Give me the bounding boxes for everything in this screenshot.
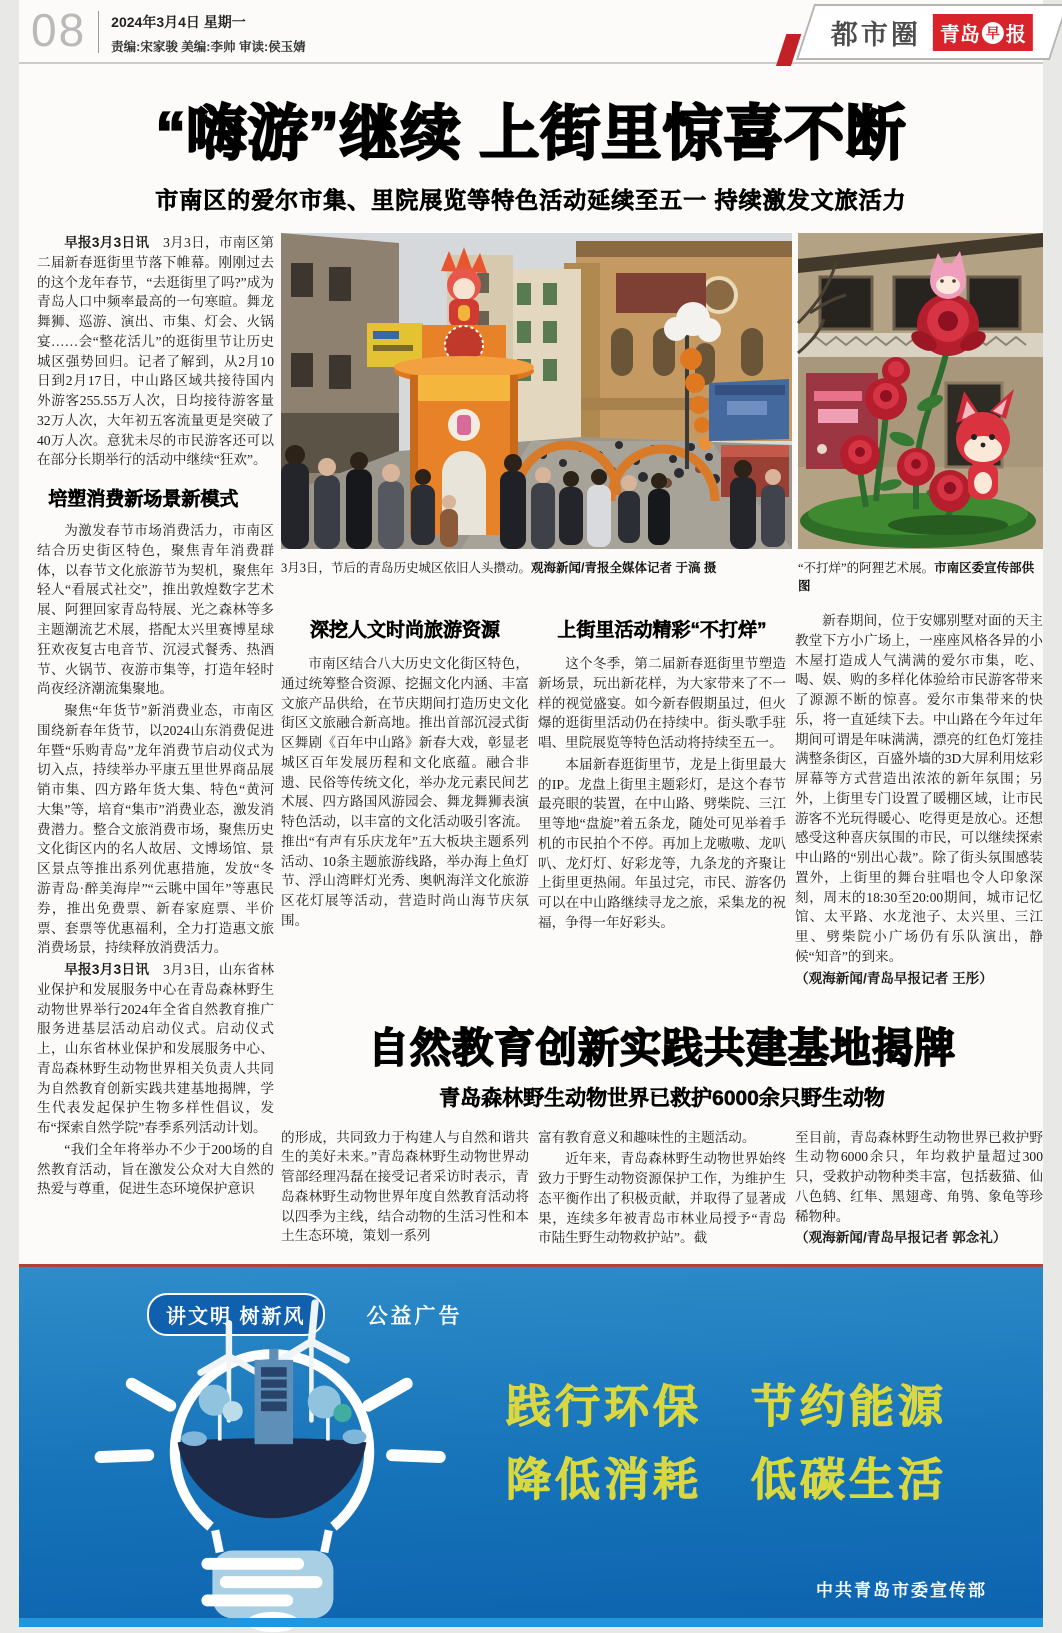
- masthead: [19, 0, 1043, 64]
- main-area: [281, 233, 1043, 1250]
- ad-credit: 中共青岛市委宣传部: [816, 1581, 987, 1601]
- civility-badge: 讲文明 树新风: [147, 1293, 325, 1336]
- date-block: [111, 8, 305, 55]
- article2-col2-para2: 近年来，青岛森林野生动物世界始终致力于野生动物资源保护工作，为维护生态平衡作出了积极贡献，并取得了显著成果，连续多年被青岛市林业局授予“青岛市陆生野生动物救护站”。截: [538, 1151, 786, 1246]
- brand-left: 青岛: [940, 23, 980, 46]
- roses-photo-caption: [798, 554, 1043, 595]
- article2-col2-para1: 富有教育意义和趣味性的主题活动。: [538, 1129, 756, 1145]
- caption-credit: 市南区委宣传部供图: [798, 561, 1035, 593]
- brand-right: 报: [1006, 23, 1026, 46]
- article2-left-para1: [37, 960, 274, 1138]
- page-number: 08: [31, 4, 87, 56]
- article2-left-text: 3月3日，山东省林业保护和发展服务中心在青岛森林野生动物世界举行2024年全省自然教育推广服务进基层活动启动仪式。启动仪式上，山东省林业保护和发展服务中心、青岛森林野生动物世界相关负责人共同为自然教育创新实践共建基地揭牌，学生代表发起保护生物多样性倡议，发布“探索自然学院”春季系列活动计划。: [37, 962, 275, 1136]
- article2-byline: （观海新闻/青岛早报记者 郭念礼）: [795, 1230, 1007, 1246]
- article2-left-para2: “我们全年将举办不少于200场的自然教育活动，旨在激发公众对大自然的热爱与尊重，促进生态环境保护意识: [37, 1141, 274, 1197]
- section-tag-inner: [831, 13, 1033, 52]
- article2-col1-para: 的形成，共同致力于构建人与自然和谐共生的美好未来。”青岛森林野生动物世界动管部经理冯磊在接受记者采访时表示，青岛森林野生动物世界年度自然教育活动将以四季为主线，结合动物的生活习性和本土生态环境，策划一系列: [281, 1129, 529, 1244]
- ad-bottom-strip: [19, 1618, 1043, 1627]
- island-bowl: [178, 1438, 367, 1518]
- article1-col1: [281, 611, 529, 991]
- dateline2: 早报3月3日讯: [64, 962, 150, 978]
- lightbulb-icon: [57, 1303, 487, 1633]
- section1-para2: 聚焦“年货节”新消费业态，市南区围绕新春年货节，以2024山东消费促进年暨“乐购青岛”龙年消费节启动仪式为切入点，持续举办平康五里世界商品展销市集、四方路年货大集、特色“黄河大集”等，培育“集市”消费业态，激发消费潜力。整合文旅消费市场，聚焦历史文化街区内的名人故居、文博场馆、景区景点等推出系列优惠措施，发放“冬游青岛·醉美海岸”“云眺中国年”等惠民券，推出免费票、新春家庭票、半价票、套票等优惠福利，全力打造惠文旅消费场景，持续释放消费活力。: [37, 703, 274, 956]
- article2-headline: 自然教育创新实践共建基地揭牌: [368, 1024, 956, 1071]
- street-photo-illustration: [281, 233, 792, 549]
- section1-para1: 为激发春节市场消费活力，市南区结合历史街区特色，聚焦青年消费群体，以春节文化旅游节为契机，聚焦年轻人“看展式社交”，推出敦煌数字艺术展、阿狸回家青岛特展、光之森林等多主题潮流艺术展，搭配太兴里赛博星球狂欢夜复古电音节、沉浸式餐秀、热酒节、火锅节、夜游市集等，打造年轻时尚夜经济潮流集聚地。: [37, 523, 274, 697]
- roses-photo-figure: [798, 233, 1043, 595]
- article2-subheadline: 青岛森林野生动物世界已救护6000余只野生动物: [439, 1086, 885, 1110]
- article1-col3: [795, 611, 1043, 991]
- slogan-line2: 降低消耗 低碳生活: [506, 1454, 948, 1506]
- left-column: [37, 233, 274, 1201]
- col1-para1: 市南区结合八大历史文化街区特色，通过统筹整合资源、挖掘文化内涵、丰富文旅产品供给，在节庆期间打造历史文化街区文旅融合新高地。推出首部沉浸式街区舞剧《百年中山路》新春大戏，彰显老城区百年发展历程和文化底蕴。融合非遗、民俗等传统文化，举办龙元素民间艺术展、四方路国风游园会、舞龙舞狮表演特色活动，以丰富的文化活动吸引客流。推出“有声有乐庆龙年”五大板块主题系列活动、10条主题旅游线路，举办海上鱼灯节、浮山湾畔灯光秀、奥帆海洋文化旅游区花灯展等活动，营造时尚山海节庆氛围。: [281, 656, 529, 928]
- article2-columns: [281, 1128, 1043, 1251]
- col3-para1: 新春期间，位于安娜别墅对面的天主教堂下方小广场上，一座座风格各异的小木屋打造成人气满满的爱尔市集，吃、喝、娱、购的多样化体验给市民游客带来了源源不断的惊喜。爱尔市集带来的快乐，将一直延续下去。中山路在今年过年期间可谓是年味满满，漂亮的红色灯笼挂满整条街区，百盛外墙的3D大屏利用炫彩屏幕等方式营造出浓浓的新年氛围；另外，上街里专门设置了暖棚区域，让市民游客不光玩得暖心、吃得更是放心。还想感受这种喜庆氛围的市民，可以继续探索中山路的“别出心裁”。除了街头氛围感装置外，上街里的舞台驻唱也令人印象深刻，周末的18:30至20:00期间，城市记忆馆、太平路、水龙池子、太兴里、三江里、劈柴院小广场仍有乐队演出，静候“知音”的到来。: [795, 613, 1043, 965]
- street-photo-figure: [281, 233, 792, 595]
- caption-credit: 观海新闻/青报全媒体记者 于滈 摄: [531, 561, 717, 575]
- dateline: 早报3月3日讯: [64, 235, 150, 250]
- article1-col2: [538, 611, 786, 991]
- public-service-ad: [19, 1267, 1043, 1627]
- roses-photo-illustration: [798, 233, 1043, 549]
- slogan-line1: 践行环保 节约能源: [506, 1381, 948, 1433]
- intro-text: 3月3日，市南区第二届新春逛街里节落下帷幕。刚刚过去的这个龙年春节，“去逛街里了吗?”成为青岛人口中频率最高的一句寒暄。舞龙舞狮、巡游、演出、市集、灯会、火锅宴……会“整花活儿”的逛街里节让历史城区强势回归。记者了解到，从2月10日到2月17日，中山路区域共接待国内外游客255.55万人次，日均接待游客量32万人次，大年初五客流量更是突破了40万人次。意犹未尽的市民游客还可以在部分长期举行的活动中继续“狂欢”。: [37, 235, 275, 468]
- bulb-base: [201, 1530, 333, 1632]
- psa-label: 公益广告: [366, 1304, 463, 1328]
- content-grid: [19, 233, 1043, 1250]
- col2-para2: 本届新春逛街里节，龙是上街里最大的IP。龙盘上街里主题彩灯，是这个春节最亮眼的装置，在中山路、劈柴院、三江里等地“盘旋”着五条龙，随处可见举着手机的市民拍个不停。再加上龙嗷嗷、龙叭叭、龙灯灯、好彩龙等，九条龙的齐聚让上街里更热闹。年虽过完，市民、游客仍可以在中山路继续寻龙之旅，采集龙的祝福，争得一年好彩头。: [538, 756, 786, 930]
- section-name: 都市圈: [831, 19, 921, 50]
- section1-title: 培塑消费新场景新模式: [48, 489, 239, 511]
- col1-title: 深挖人文时尚旅游资源: [309, 620, 500, 641]
- main-headline: “嗨游”继续 上街里惊喜不断: [155, 100, 907, 167]
- sculpture-shadow: [888, 515, 1008, 535]
- article2-col3-para: 至目前，青岛森林野生动物世界已救护野生动物6000余只，年均救护量超过300只，受救护动物种类丰富，包括薮猫、仙八色鸫、红隼、黑翅鸢、角鸮、象龟等珍稀物种。: [795, 1129, 1043, 1224]
- ad-slogan: [506, 1371, 947, 1517]
- issue-date: 2024年3月4日 星期一: [111, 14, 246, 30]
- col2-para1: 这个冬季，第二届新春逛街里节塑造新场景，玩出新花样，为大家带来了不一样的视觉盛宴。如今新春假期虽过，但火爆的逛街里活动仍在持续中。街头歌手驻唱、里院展览等特色活动将持续至五一。: [538, 656, 786, 751]
- brand-circle-glyph: 早: [982, 21, 1004, 43]
- street-photo-caption: [281, 554, 792, 578]
- city-buildings: [255, 1349, 293, 1444]
- article2-col3: [795, 1128, 1043, 1251]
- article2-col2: [538, 1128, 786, 1251]
- article2-col1: [281, 1128, 529, 1251]
- editors-line: 责编:宋家骏 美编:李帅 审读:侯玉婧: [111, 40, 306, 54]
- article1-intro: [37, 233, 274, 470]
- article1-columns: [281, 611, 1043, 991]
- section-tag: [796, 4, 1062, 60]
- main-subheadline: 市南区的爱尔市集、里院展览等特色活动延续至五一 持续激发文旅活力: [155, 187, 907, 213]
- caption-text: 3月3日，节后的青岛历史城区依旧人头攒动。: [281, 561, 532, 575]
- article1-byline: （观海新闻/青岛早报记者 王彤）: [795, 970, 993, 986]
- caption-text: “不打烊”的阿狸艺术展。: [798, 561, 935, 575]
- newspaper-page: [19, 0, 1043, 1601]
- photo-row: [281, 233, 1043, 595]
- newspaper-logo: [933, 14, 1033, 51]
- col2-title: 上街里活动精彩“不打烊”: [557, 620, 767, 641]
- masthead-divider: [98, 11, 99, 53]
